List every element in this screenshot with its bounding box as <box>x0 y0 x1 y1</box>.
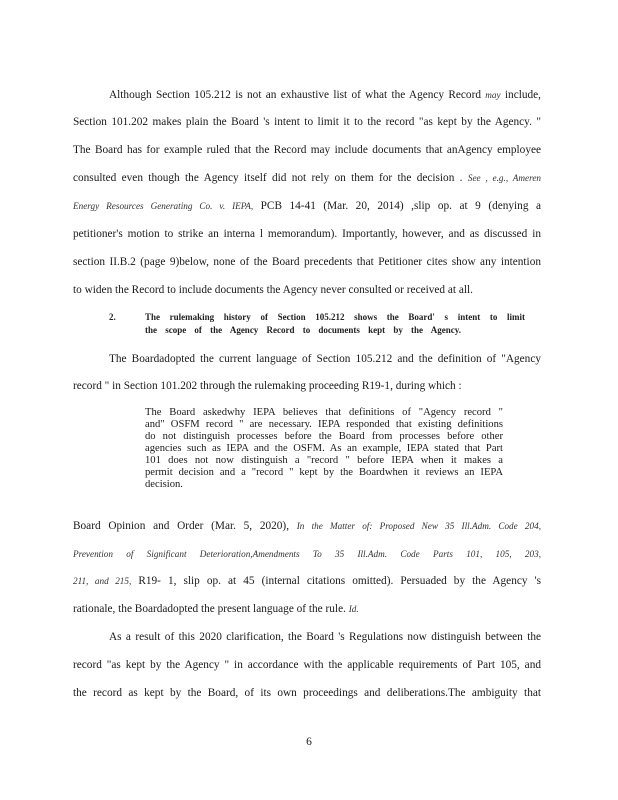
paragraph-line: The Board has for example ruled that the Record may include documents that anAgency employee <box>73 144 541 156</box>
quote-line: The Board askedwhy IEPA believes that definitions of "Agency record " <box>145 407 503 418</box>
paragraph-line: to widen the Record to include documents the Agency never consulted or received at all. <box>73 284 473 296</box>
paragraph-line: Section 101.202 makes plain the Board 's intent to limit it to the record "as kept by the Agency. " <box>73 116 541 128</box>
paragraph-line: record "as kept by the Agency " in accordance with the applicable requirements of Part 105, and <box>73 659 541 671</box>
paragraph-line: record " in Section 101.202 through the rulemaking proceeding R19-1, during which : <box>73 380 462 392</box>
text-span: Although Section 105.212 is not an exhaustive list of what the Agency Record <box>109 89 481 101</box>
quote-line: agencies such as IEPA and the OSFM. As an example, IEPA stated that Part <box>145 443 503 454</box>
italic-text: 211, and 215, <box>73 576 132 586</box>
text-span: rationale, the Boardadopted the present language of the rule. <box>73 603 346 615</box>
quote-line: permit decision and a "record " kept by the Boardwhen it reviews an IEPA <box>145 467 503 478</box>
italic-text: may <box>485 90 501 100</box>
paragraph-line: section II.B.2 (page 9)below, none of the Board precedents that Petitioner cites show any intention <box>73 256 541 268</box>
paragraph-line <box>109 88 541 102</box>
text-span: R19- 1, slip op. at 45 (internal citations omitted). Persuaded by the Agency 's <box>138 575 541 587</box>
quote-line: and" OSFM record " are necessary. IEPA responded that existing definitions <box>145 419 503 430</box>
paragraph-line: As a result of this 2020 clarification, the Board 's Regulations now distinguish between the <box>109 631 541 643</box>
italic-text: See , e.g., Ameren <box>467 173 542 183</box>
paragraph-line <box>73 574 541 588</box>
paragraph-line: The Boardadopted the current language of Section 105.212 and the definition of "Agency <box>109 353 541 365</box>
heading-line: The rulemaking history of Section 105.212 shows the Board' s intent to limit <box>145 312 525 322</box>
italic-text: Energy Resources Generating Co. v. IEPA, <box>73 201 254 211</box>
quote-line: do not distinguish processes before the Board from processes before other <box>145 431 503 442</box>
page-number: 6 <box>306 736 312 748</box>
paragraph-line: the record as kept by the Board, of its own proceedings and deliberations.The ambiguity that <box>73 687 541 699</box>
heading-line: the scope of the Agency Record to documents kept by the Agency. <box>145 325 461 335</box>
text-span: include, <box>504 89 541 101</box>
quote-line: 101 does not now distinguish a "record " before IEPA when it makes a <box>145 455 503 466</box>
paragraph-line: petitioner's motion to strike an interna l memorandum). Importantly, however, and as discussed in <box>73 228 541 240</box>
text-span: Board Opinion and Order (Mar. 5, 2020), <box>73 520 290 532</box>
heading-number: 2. <box>109 312 116 322</box>
quote-line: decision. <box>145 479 183 490</box>
paragraph-line <box>73 519 541 533</box>
italic-text: Prevention of Significant Deterioration,Amendments To 35 Ill.Adm. Code Parts 101, 105, 203, <box>73 549 541 559</box>
paragraph-line <box>73 547 541 561</box>
paragraph-line <box>73 199 541 213</box>
paragraph-line <box>73 171 541 185</box>
paragraph-line <box>73 602 541 616</box>
text-span: PCB 14-41 (Mar. 20, 2014) ,slip op. at 9 (denying a <box>260 200 542 212</box>
italic-text: In the Matter of: Proposed New 35 Ill.Adm. Code 204, <box>296 521 541 531</box>
text-span: consulted even though the Agency itself did not rely on them for the decision . <box>73 172 463 184</box>
italic-text: Id. <box>348 604 359 614</box>
